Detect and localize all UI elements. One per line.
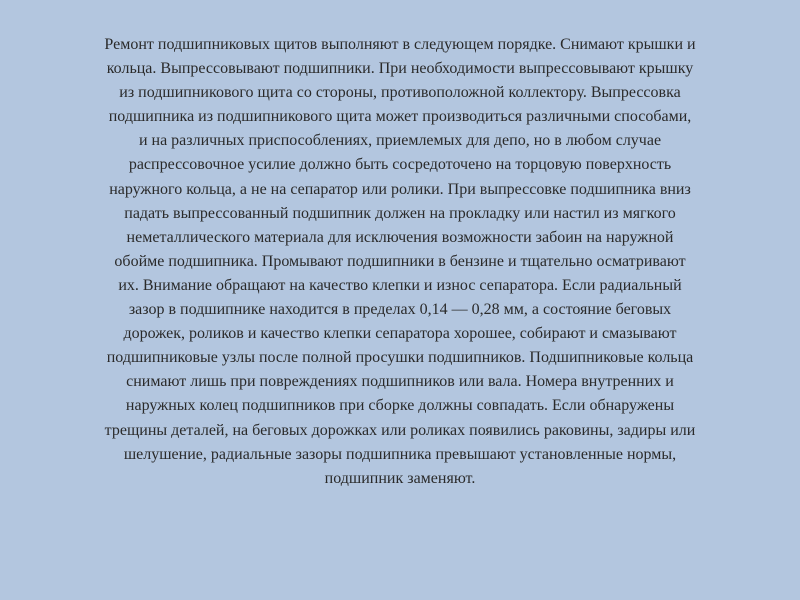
text-line: и на различных приспособлениях, приемлемых для депо, но в любом случае bbox=[138, 132, 662, 150]
text-line: наружного кольца, а не на сепаратор или ролики. При выпрессовке подшипника вниз bbox=[109, 180, 691, 198]
body-text bbox=[28, 33, 772, 491]
text-line: кольца. Выпрессовывают подшипники. При необходимости выпрессовывают крышку bbox=[106, 60, 694, 78]
text-line: падать выпрессованный подшипник должен на прокладку или настил из мягкого bbox=[124, 204, 676, 222]
text-line: трещины деталей, на беговых дорожках или роликах появились раковины, задиры или bbox=[104, 421, 696, 439]
text-line: распрессовочное усилие должно быть сосредоточено на торцовую поверхность bbox=[128, 156, 672, 174]
text-line: подшипниковые узлы после полной просушки подшипников. Подшипниковые кольца bbox=[106, 349, 694, 367]
text-line: подшипника из подшипникового щита может производиться различными способами, bbox=[108, 108, 692, 126]
text-line: дорожек, роликов и качество клепки сепаратора хорошее, собирают и смазывают bbox=[123, 325, 677, 343]
text-line: шелушение, радиальные зазоры подшипника превышают установленные нормы, bbox=[123, 445, 677, 463]
text-line: наружных колец подшипников при сборке должны совпадать. Если обнаружены bbox=[125, 397, 675, 415]
text-line: подшипник заменяют. bbox=[324, 469, 476, 487]
text-line: зазор в подшипнике находится в пределах 0,14 — 0,28 мм, а состояние беговых bbox=[128, 301, 672, 319]
text-line: неметаллического материала для исключения возможности забоин на наружной bbox=[126, 228, 674, 246]
text-line: их. Внимание обращают на качество клепки и износ сепаратора. Если радиальный bbox=[118, 276, 682, 294]
text-line: снимают лишь при повреждениях подшипников или вала. Номера внутренних и bbox=[126, 373, 674, 391]
text-line: обойме подшипника. Промывают подшипники в бензине и тщательно осматривают bbox=[114, 252, 686, 270]
text-line: из подшипникового щита со стороны, противоположной коллектору. Выпрессовка bbox=[119, 84, 681, 102]
text-line: Ремонт подшипниковых щитов выполняют в следующем порядке. Снимают крышки и bbox=[104, 36, 696, 53]
